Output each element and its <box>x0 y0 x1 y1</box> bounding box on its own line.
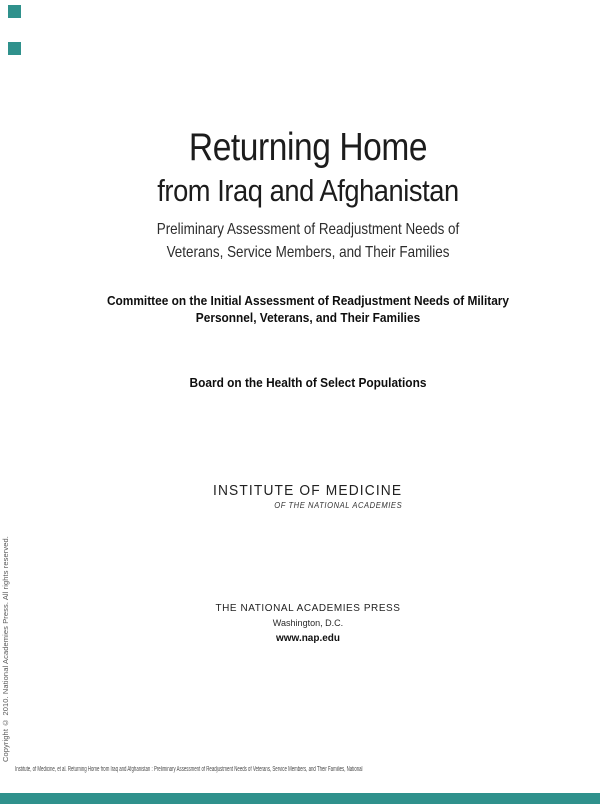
book-title-line1: Returning Home <box>188 126 428 169</box>
book-title-line2: from Iraq and Afghanistan <box>157 173 459 208</box>
book-subtitle-line2: Veterans, Service Members, and Their Families <box>166 244 450 261</box>
publisher-logo-wrap <box>8 483 600 513</box>
press-url: www.nap.edu <box>276 632 340 644</box>
committee-name <box>23 293 593 327</box>
reader-footer-bar <box>0 793 600 804</box>
teal-square-icon-bottom <box>8 42 21 55</box>
publisher-logo-name: INSTITUTE OF MEDICINE <box>213 483 403 499</box>
press-block <box>23 601 593 646</box>
press-name: THE NATIONAL ACADEMIES PRESS <box>215 602 401 614</box>
book-subtitle-line1: Preliminary Assessment of Readjustment Needs of <box>156 221 460 238</box>
institute-of-medicine-logo <box>213 483 402 510</box>
press-location: Washington, D.C. <box>272 618 344 629</box>
book-subtitle <box>56 218 560 264</box>
publisher-logo-tagline: OF THE NATIONAL ACADEMIES <box>274 501 403 510</box>
committee-name-line1: Committee on the Initial Assessment of Readjustment Needs of Military <box>106 294 510 308</box>
copyright-sidebar-text: Copyright © 2010. National Academies Press. All rights reserved. <box>1 536 10 762</box>
footer-citation: Institute, of Medicine, et al. Returning Home from Iraq and Afghanistan : Preliminary Assessment of Readjustment Needs of Veterans, Service Members, and Their Families, National <box>15 766 363 773</box>
board-name: Board on the Health of Select Populations <box>189 376 427 390</box>
teal-square-icon-top <box>8 5 21 18</box>
committee-name-line2: Personnel, Veterans, and Their Families <box>195 311 421 325</box>
